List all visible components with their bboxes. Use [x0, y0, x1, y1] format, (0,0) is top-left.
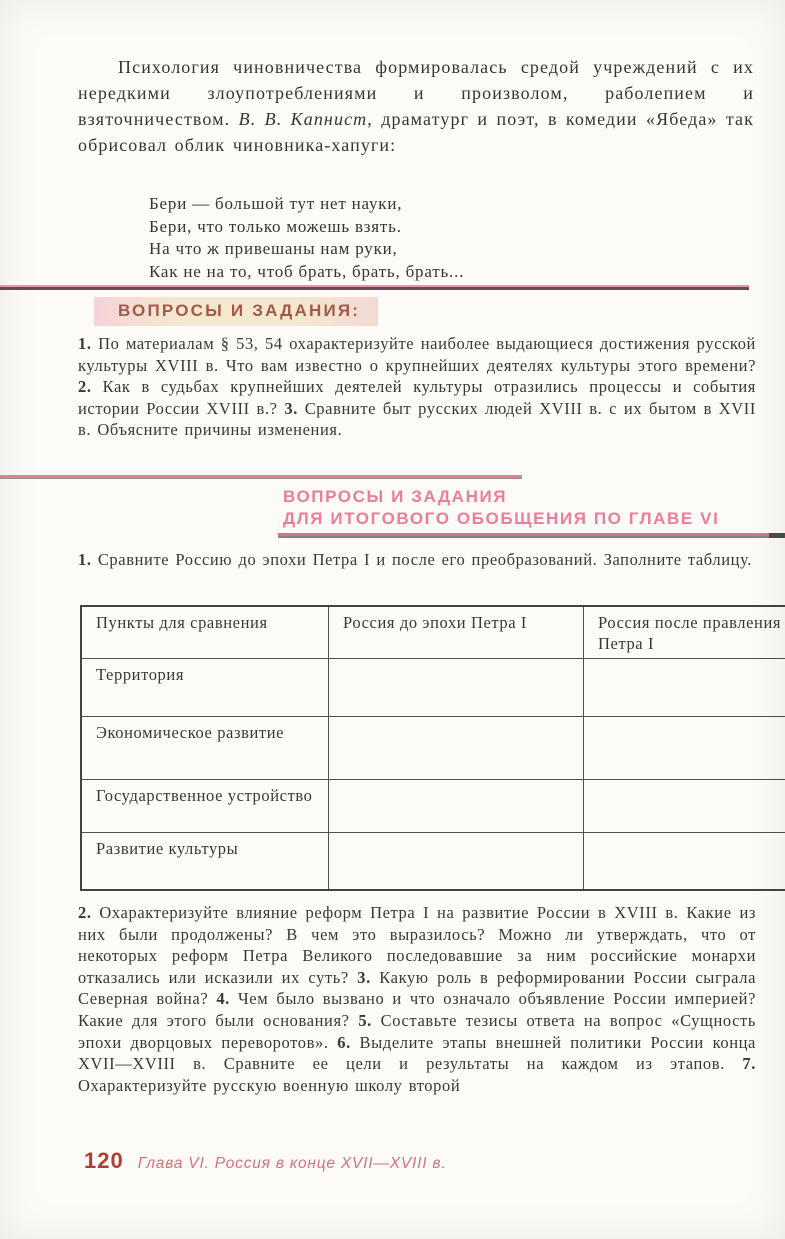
summary-divider-top [0, 475, 522, 479]
row-label: Территория [81, 659, 329, 717]
question-number: 6. [337, 1032, 360, 1052]
table-row-state-structure [81, 780, 785, 833]
question-number: 1. [78, 550, 98, 569]
question-text: Охарактеризуйте влияние реформ Петра I на развитие России в XVIII в. Какие из них были продолжены? В чем это выразилось? Можно ли утверждать, что от некоторых реформ Петра Великого последовавшие за ним российские монархи отказались или исказили их суть? [78, 903, 756, 987]
questions-heading: ВОПРОСЫ И ЗАДАНИЯ: [118, 301, 361, 320]
poem-quotation [149, 193, 464, 283]
poem-line: Бери, что только можешь взять. [149, 216, 402, 236]
intro-author-name: В. В. Капнист [238, 109, 368, 129]
question-number: 7. [742, 1054, 756, 1074]
question-number: 3. [357, 967, 380, 987]
empty-cell [584, 717, 785, 780]
table-row-economy [81, 717, 785, 780]
question-number: 2. [78, 377, 103, 397]
section-divider-top [0, 285, 749, 290]
intro-text-after: , драматург и поэт, в комедии «Ябеда» так обрисовал облик чиновника-хапуги: [78, 109, 754, 155]
comparison-table [80, 605, 785, 891]
questions-paragraph [78, 333, 756, 441]
table-header-criteria: Пункты для сравнения [81, 606, 329, 659]
question-number: 5. [358, 1010, 381, 1030]
poem-line: На что ж привешаны нам руки, [149, 239, 398, 258]
poem-line: Бери — большой тут нет науки, [149, 194, 403, 213]
summary-divider-bottom [278, 533, 785, 538]
intro-text-before: Психология чиновничества формировалась средой учреждений с их нередкими злоупотреблениями и произволом, раболепием и взяточничеством. [78, 57, 754, 129]
question-text: Какую роль в реформировании России сыграла Северная война? [78, 967, 756, 1009]
question-text: Охарактеризуйте русскую военную школу второй [78, 1075, 461, 1095]
summary-item1-paragraph [78, 549, 756, 571]
row-label: Государственное устройство [81, 780, 329, 833]
question-text: Сравните быт русских людей XVIII в. с их бытом в XVII в. Объясните причины изменения. [78, 398, 756, 440]
empty-cell [584, 659, 785, 717]
empty-cell [584, 833, 785, 890]
empty-cell [329, 717, 584, 780]
summary-items-paragraph [78, 902, 756, 1096]
chapter-title: Глава VI. Россия в конце XVII—XVIII в. [137, 1155, 447, 1172]
question-number: 3. [284, 398, 305, 418]
question-text: Сравните Россию до эпохи Петра I и после его преобразований. Заполните таблицу. [97, 550, 753, 569]
question-number: 4. [216, 989, 238, 1009]
table-header-after-peter: Россия после правления Петра I [584, 606, 785, 659]
intro-paragraph [78, 54, 754, 158]
summary-heading-line2: ДЛЯ ИТОГОВОГО ОБОБЩЕНИЯ ПО ГЛАВЕ VI [283, 509, 720, 528]
questions-heading-band [94, 297, 378, 326]
page-footer [84, 1148, 446, 1174]
empty-cell [329, 659, 584, 717]
question-number: 2. [78, 903, 100, 922]
question-text: Чем было вызвано и что означало объявление России империей? Какие для этого были основания? [78, 989, 756, 1030]
question-text: Выделите этапы внешней политики России конца XVII—XVIII в. Сравните ее цели и результаты на каждом из этапов. [78, 1032, 756, 1074]
empty-cell [584, 780, 785, 833]
summary-heading-line1: ВОПРОСЫ И ЗАДАНИЯ [283, 487, 508, 506]
summary-heading [283, 486, 719, 530]
empty-cell [329, 780, 584, 833]
row-label: Экономическое развитие [81, 717, 329, 780]
page-number: 120 [84, 1148, 124, 1173]
poem-line: Как не на то, чтоб брать, брать, брать... [149, 261, 465, 281]
row-label: Развитие культуры [81, 833, 329, 890]
table-row-culture [81, 833, 785, 890]
question-text: По материалам § 53, 54 охарактеризуйте наиболее выдающиеся достижения русской культуры XVIII в. Что вам известно о крупнейших деятелях культуры этого времени? [78, 334, 756, 375]
question-text: Как в судьбах крупнейших деятелей культуры отразились процессы и события истории России XVIII в.? [78, 377, 756, 418]
table-header-row [81, 606, 785, 659]
question-number: 1. [78, 334, 99, 353]
table-header-before-peter: Россия до эпохи Петра I [329, 606, 584, 659]
question-text: Составьте тезисы ответа на вопрос «Сущность эпохи дворцовых переворотов». [78, 1010, 756, 1052]
empty-cell [329, 833, 584, 890]
table-row-territory [81, 659, 785, 717]
